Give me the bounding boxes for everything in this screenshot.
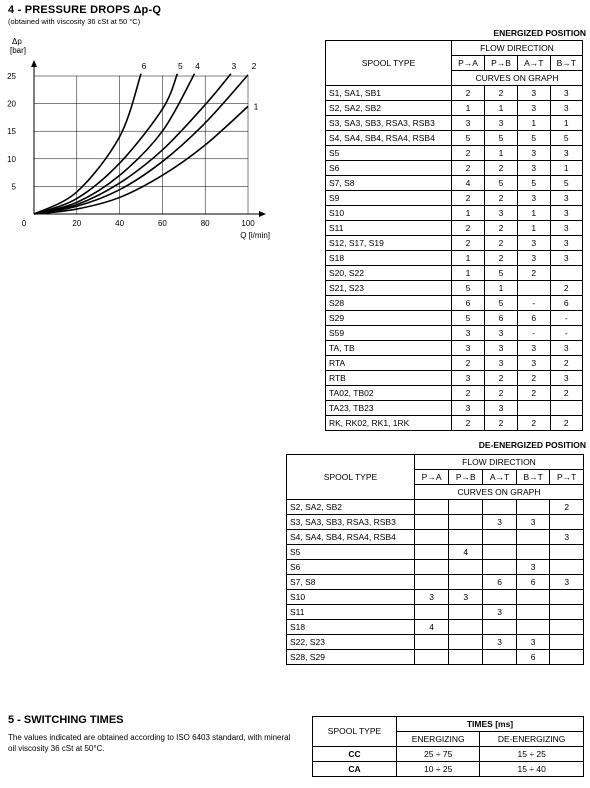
energized-column-header: P→A — [452, 56, 485, 71]
spool-type-cell: S5 — [287, 545, 415, 560]
y-tick-label: 5 — [11, 182, 16, 192]
curve-cell: 3 — [518, 236, 550, 251]
curve-cell: 1 — [485, 146, 518, 161]
table-row — [326, 281, 583, 296]
curve-cell — [550, 605, 584, 620]
table-row — [326, 341, 583, 356]
curve-cell: 2 — [452, 356, 485, 371]
table-row — [326, 266, 583, 281]
curve-cell — [550, 590, 584, 605]
deenergized-curves-header: CURVES ON GRAPH — [415, 485, 584, 500]
spool-type-cell: S3, SA3, SB3, RSA3, RSB3 — [326, 116, 452, 131]
switching-spool-cell: CC — [313, 747, 397, 762]
spool-type-cell: RTA — [326, 356, 452, 371]
table-row — [287, 560, 584, 575]
curve-cell: 3 — [485, 326, 518, 341]
spool-type-cell: S29 — [326, 311, 452, 326]
spool-type-cell: S28 — [326, 296, 452, 311]
curve-label-4: 4 — [195, 60, 200, 71]
spool-type-cell: S1, SA1, SB1 — [326, 86, 452, 101]
curve-cell: 2 — [452, 86, 485, 101]
curve-cell — [516, 530, 550, 545]
curve-cell — [516, 545, 550, 560]
table-row — [326, 176, 583, 191]
curve-cell — [483, 530, 517, 545]
table-row — [287, 500, 584, 515]
curve-6 — [34, 74, 141, 214]
spool-type-cell: TA02, TB02 — [326, 386, 452, 401]
curve-cell: 2 — [485, 221, 518, 236]
curve-cell: 2 — [452, 416, 485, 431]
curve-cell: 3 — [415, 590, 449, 605]
curve-cell: 3 — [550, 575, 584, 590]
curve-cell — [483, 590, 517, 605]
curve-cell: 3 — [550, 206, 582, 221]
spool-type-cell: S7, S8 — [326, 176, 452, 191]
chart-series — [34, 74, 248, 214]
curve-cell — [550, 401, 582, 416]
curve-cell — [449, 635, 483, 650]
curve-cell: 2 — [485, 191, 518, 206]
table-row — [287, 590, 584, 605]
curve-cell: 3 — [485, 206, 518, 221]
deenergized-flow-direction-header: FLOW DIRECTION — [415, 455, 584, 470]
energized-column-header: B→T — [550, 56, 582, 71]
deenergized-column-header: B→T — [516, 470, 550, 485]
curve-cell — [516, 590, 550, 605]
curve-cell: 3 — [483, 515, 517, 530]
table-row — [287, 530, 584, 545]
x-tick-label: 20 — [72, 219, 82, 228]
section-5-title: 5 - SWITCHING TIMES — [8, 714, 124, 726]
table-row — [326, 131, 583, 146]
curve-cell: 1 — [452, 206, 485, 221]
deenergized-caption: DE-ENERGIZED POSITION — [478, 440, 586, 450]
table-row — [326, 371, 583, 386]
curve-cell: 3 — [550, 221, 582, 236]
deenergized-column-header: A→T — [483, 470, 517, 485]
curve-cell: 6 — [483, 575, 517, 590]
curve-label-5: 5 — [178, 60, 183, 71]
curve-cell: 5 — [485, 176, 518, 191]
curve-cell — [415, 560, 449, 575]
x-tick-label: 0 — [21, 219, 27, 228]
curve-cell: 3 — [550, 236, 582, 251]
deenergizing-header: DE-ENERGIZING — [480, 732, 584, 747]
spool-type-cell: S3, SA3, SB3, RSA3, RSB3 — [287, 515, 415, 530]
curve-cell: 2 — [452, 146, 485, 161]
curve-cell: 3 — [452, 116, 485, 131]
spool-type-cell: S2, SA2, SB2 — [287, 500, 415, 515]
table-row — [326, 401, 583, 416]
curve-cell: 5 — [485, 296, 518, 311]
curve-cell: 3 — [518, 146, 550, 161]
curve-label-6: 6 — [141, 60, 147, 71]
curve-cell: 3 — [452, 371, 485, 386]
table-row — [326, 356, 583, 371]
y-tick-label: 15 — [7, 127, 16, 137]
x-tick-label: 60 — [157, 219, 167, 228]
curve-cell: 2 — [485, 161, 518, 176]
curve-cell: 2 — [518, 266, 550, 281]
curve-cell: 3 — [483, 605, 517, 620]
energized-caption: ENERGIZED POSITION — [493, 28, 586, 38]
spool-type-cell: RK, RK02, RK1, 1RK — [326, 416, 452, 431]
switching-spool-cell: CA — [313, 762, 397, 777]
curve-cell: 1 — [452, 251, 485, 266]
table-row — [313, 762, 584, 777]
curve-cell: 2 — [485, 86, 518, 101]
table-row — [326, 86, 583, 101]
curve-3 — [34, 74, 231, 214]
curve-cell: 4 — [452, 176, 485, 191]
curve-cell — [449, 620, 483, 635]
table-row — [326, 116, 583, 131]
curve-cell: 2 — [550, 386, 582, 401]
table-row — [326, 416, 583, 431]
curve-5 — [34, 74, 177, 214]
energized-spool-type-header: SPOOL TYPE — [326, 41, 452, 86]
curve-cell: 2 — [550, 500, 584, 515]
curve-cell: 3 — [485, 116, 518, 131]
energizing-cell: 25 ÷ 75 — [397, 747, 480, 762]
curve-cell: 6 — [516, 575, 550, 590]
deenergized-column-header: P→A — [415, 470, 449, 485]
curve-cell — [550, 620, 584, 635]
spool-type-cell: S28, S29 — [287, 650, 415, 665]
curve-cell — [449, 500, 483, 515]
curve-cell — [550, 266, 582, 281]
curve-cell — [516, 620, 550, 635]
curve-cell: 3 — [449, 590, 483, 605]
table-row — [326, 206, 583, 221]
table-row — [287, 545, 584, 560]
curve-cell — [449, 575, 483, 590]
spool-type-cell: S11 — [287, 605, 415, 620]
curve-cell: 3 — [518, 191, 550, 206]
table-row — [287, 575, 584, 590]
y-axis-arrow — [31, 60, 37, 67]
curve-2 — [34, 75, 248, 214]
curve-label-2: 2 — [251, 60, 257, 71]
curve-cell: 2 — [485, 386, 518, 401]
curve-cell: 1 — [518, 221, 550, 236]
curve-cell — [483, 620, 517, 635]
spool-type-cell: S12, S17, S19 — [326, 236, 452, 251]
spool-type-cell: S18 — [326, 251, 452, 266]
spool-type-cell: S10 — [326, 206, 452, 221]
x-axis-label: Q [l/min] — [240, 231, 270, 240]
curve-cell: 1 — [452, 101, 485, 116]
curve-cell — [483, 500, 517, 515]
curve-cell: 2 — [485, 251, 518, 266]
curve-cell: 3 — [516, 515, 550, 530]
curve-cell — [449, 530, 483, 545]
spool-type-cell: S20, S22 — [326, 266, 452, 281]
curve-cell: 3 — [518, 356, 550, 371]
chart-axes — [31, 60, 266, 217]
curve-cell — [550, 650, 584, 665]
curve-cell: 3 — [483, 635, 517, 650]
curve-cell — [415, 500, 449, 515]
curve-cell — [415, 605, 449, 620]
curve-1 — [34, 106, 248, 214]
spool-type-cell: S22, S23 — [287, 635, 415, 650]
table-row — [326, 326, 583, 341]
curve-cell — [483, 560, 517, 575]
section-4-title: 4 - PRESSURE DROPS Δp-Q — [8, 4, 162, 16]
table-row — [326, 101, 583, 116]
curve-cell: 2 — [485, 236, 518, 251]
curve-cell: 2 — [452, 221, 485, 236]
switching-spool-type-header: SPOOL TYPE — [313, 717, 397, 747]
curve-cell: 3 — [550, 530, 584, 545]
curve-cell: 3 — [516, 635, 550, 650]
table-row — [287, 635, 584, 650]
curve-label-3: 3 — [231, 60, 237, 71]
curve-cell: 3 — [452, 341, 485, 356]
spool-type-cell: S21, S23 — [326, 281, 452, 296]
curve-cell: 6 — [485, 311, 518, 326]
curve-cell: 2 — [550, 356, 582, 371]
spool-type-cell: S4, SA4, SB4, RSA4, RSB4 — [287, 530, 415, 545]
curve-cell — [518, 401, 550, 416]
spool-type-cell: S5 — [326, 146, 452, 161]
energizing-header: ENERGIZING — [397, 732, 480, 747]
curve-label-1: 1 — [253, 101, 259, 112]
table-row — [287, 515, 584, 530]
curve-cell — [415, 650, 449, 665]
curve-cell: 3 — [452, 401, 485, 416]
energized-curves-header: CURVES ON GRAPH — [452, 71, 583, 86]
curve-cell: 3 — [452, 326, 485, 341]
curve-cell: 5 — [518, 176, 550, 191]
energized-table — [325, 40, 583, 431]
table-row — [326, 296, 583, 311]
curve-cell — [449, 650, 483, 665]
energizing-cell: 10 ÷ 25 — [397, 762, 480, 777]
curve-cell: 3 — [518, 341, 550, 356]
curve-cell: 3 — [518, 101, 550, 116]
curve-cell: 2 — [550, 281, 582, 296]
chart-grid — [34, 76, 248, 214]
curve-cell: 3 — [550, 146, 582, 161]
table-row — [287, 620, 584, 635]
y-tick-label: 20 — [7, 99, 16, 109]
curve-cell: 5 — [485, 266, 518, 281]
curve-cell — [449, 515, 483, 530]
curve-cell: 2 — [518, 416, 550, 431]
curve-cell — [415, 515, 449, 530]
energized-column-header: P→B — [485, 56, 518, 71]
curve-cell — [516, 605, 550, 620]
switching-times-table — [312, 716, 584, 777]
curve-cell: 1 — [485, 101, 518, 116]
curve-cell: 4 — [449, 545, 483, 560]
y-axis-unit: [bar] — [10, 46, 27, 55]
section-4-subtitle: (obtained with viscosity 36 cSt at 50 °C) — [8, 17, 141, 26]
x-axis-arrow — [259, 211, 266, 217]
curve-cell: 2 — [452, 191, 485, 206]
curve-cell: 3 — [518, 161, 550, 176]
deenergized-column-header: P→T — [550, 470, 584, 485]
curve-cell: 3 — [516, 560, 550, 575]
spool-type-cell: S18 — [287, 620, 415, 635]
curve-cell: 3 — [518, 251, 550, 266]
curve-cell — [415, 545, 449, 560]
curve-cell: 3 — [550, 341, 582, 356]
deenergizing-cell: 15 ÷ 25 — [480, 747, 584, 762]
deenergizing-cell: 15 ÷ 40 — [480, 762, 584, 777]
curve-cell: 3 — [485, 401, 518, 416]
curve-cell — [550, 545, 584, 560]
curve-cell: 3 — [550, 101, 582, 116]
deenergized-table — [286, 454, 584, 665]
spool-type-cell: S59 — [326, 326, 452, 341]
curve-cell: 3 — [485, 341, 518, 356]
curve-cell: 5 — [550, 176, 582, 191]
spool-type-cell: S6 — [287, 560, 415, 575]
curve-cell — [449, 605, 483, 620]
curve-cell — [415, 635, 449, 650]
curve-cell — [550, 515, 584, 530]
curve-cell: 6 — [516, 650, 550, 665]
spool-type-cell: TA23, TB23 — [326, 401, 452, 416]
x-tick-label: 40 — [115, 219, 125, 228]
curve-cell: 1 — [550, 116, 582, 131]
spool-type-cell: S6 — [326, 161, 452, 176]
table-row — [326, 236, 583, 251]
section-5-text: The values indicated are obtained according to ISO 6403 standard, with mineral oil viscosity 36 cSt at 50°C. — [8, 733, 291, 753]
energized-column-header: A→T — [518, 56, 550, 71]
curve-cell: 2 — [518, 386, 550, 401]
curve-cell: 1 — [518, 206, 550, 221]
table-row — [326, 221, 583, 236]
pressure-drop-chart — [0, 30, 280, 250]
curve-cell: - — [518, 296, 550, 311]
curve-cell: 5 — [485, 131, 518, 146]
curve-cell — [518, 281, 550, 296]
curve-cell: - — [518, 326, 550, 341]
table-row — [287, 650, 584, 665]
curve-cell: 1 — [518, 116, 550, 131]
curve-cell: 2 — [452, 161, 485, 176]
curve-cell: 6 — [452, 296, 485, 311]
curve-cell: 3 — [550, 371, 582, 386]
spool-type-cell: S7, S8 — [287, 575, 415, 590]
y-tick-label: 10 — [7, 154, 16, 164]
table-row — [326, 146, 583, 161]
curve-cell: 3 — [550, 251, 582, 266]
curve-cell: 2 — [518, 371, 550, 386]
table-row — [287, 605, 584, 620]
curve-cell — [449, 560, 483, 575]
curve-cell: 1 — [452, 266, 485, 281]
table-row — [326, 251, 583, 266]
curve-cell: - — [550, 311, 582, 326]
curve-cell: 5 — [550, 131, 582, 146]
curve-cell: 2 — [550, 416, 582, 431]
curve-cell: 5 — [452, 311, 485, 326]
curve-cell: 2 — [485, 371, 518, 386]
curve-cell: 1 — [485, 281, 518, 296]
spool-type-cell: TA, TB — [326, 341, 452, 356]
curve-cell: 2 — [485, 416, 518, 431]
spool-type-cell: S4, SA4, SB4, RSA4, RSB4 — [326, 131, 452, 146]
table-row — [326, 191, 583, 206]
energized-flow-direction-header: FLOW DIRECTION — [452, 41, 583, 56]
table-row — [313, 747, 584, 762]
deenergized-spool-type-header: SPOOL TYPE — [287, 455, 415, 500]
table-row — [326, 311, 583, 326]
x-tick-label: 80 — [200, 219, 210, 228]
spool-type-cell: RTB — [326, 371, 452, 386]
curve-cell — [415, 530, 449, 545]
curve-cell — [550, 635, 584, 650]
curve-cell: 2 — [452, 386, 485, 401]
y-axis-label: Δp — [12, 37, 22, 46]
curve-cell: 3 — [485, 356, 518, 371]
curve-cell — [483, 545, 517, 560]
deenergized-column-header: P→B — [449, 470, 483, 485]
table-row — [326, 161, 583, 176]
curve-cell — [516, 500, 550, 515]
times-header: TIMES [ms] — [397, 717, 584, 732]
table-row — [326, 386, 583, 401]
curve-cell — [483, 650, 517, 665]
spool-type-cell: S2, SA2, SB2 — [326, 101, 452, 116]
x-tick-label: 100 — [241, 219, 255, 228]
curve-cell: 4 — [415, 620, 449, 635]
spool-type-cell: S9 — [326, 191, 452, 206]
spool-type-cell: S10 — [287, 590, 415, 605]
y-tick-label: 25 — [7, 72, 16, 81]
curve-cell: 3 — [518, 86, 550, 101]
spool-type-cell: S11 — [326, 221, 452, 236]
curve-cell — [550, 560, 584, 575]
curve-cell: 5 — [518, 131, 550, 146]
curve-cell: - — [550, 326, 582, 341]
curve-cell: 1 — [550, 161, 582, 176]
curve-cell: 3 — [550, 191, 582, 206]
curve-cell: 5 — [452, 281, 485, 296]
curve-cell: 6 — [518, 311, 550, 326]
curve-cell — [415, 575, 449, 590]
curve-cell: 5 — [452, 131, 485, 146]
curve-cell: 3 — [550, 86, 582, 101]
curve-cell: 2 — [452, 236, 485, 251]
curve-cell: 6 — [550, 296, 582, 311]
